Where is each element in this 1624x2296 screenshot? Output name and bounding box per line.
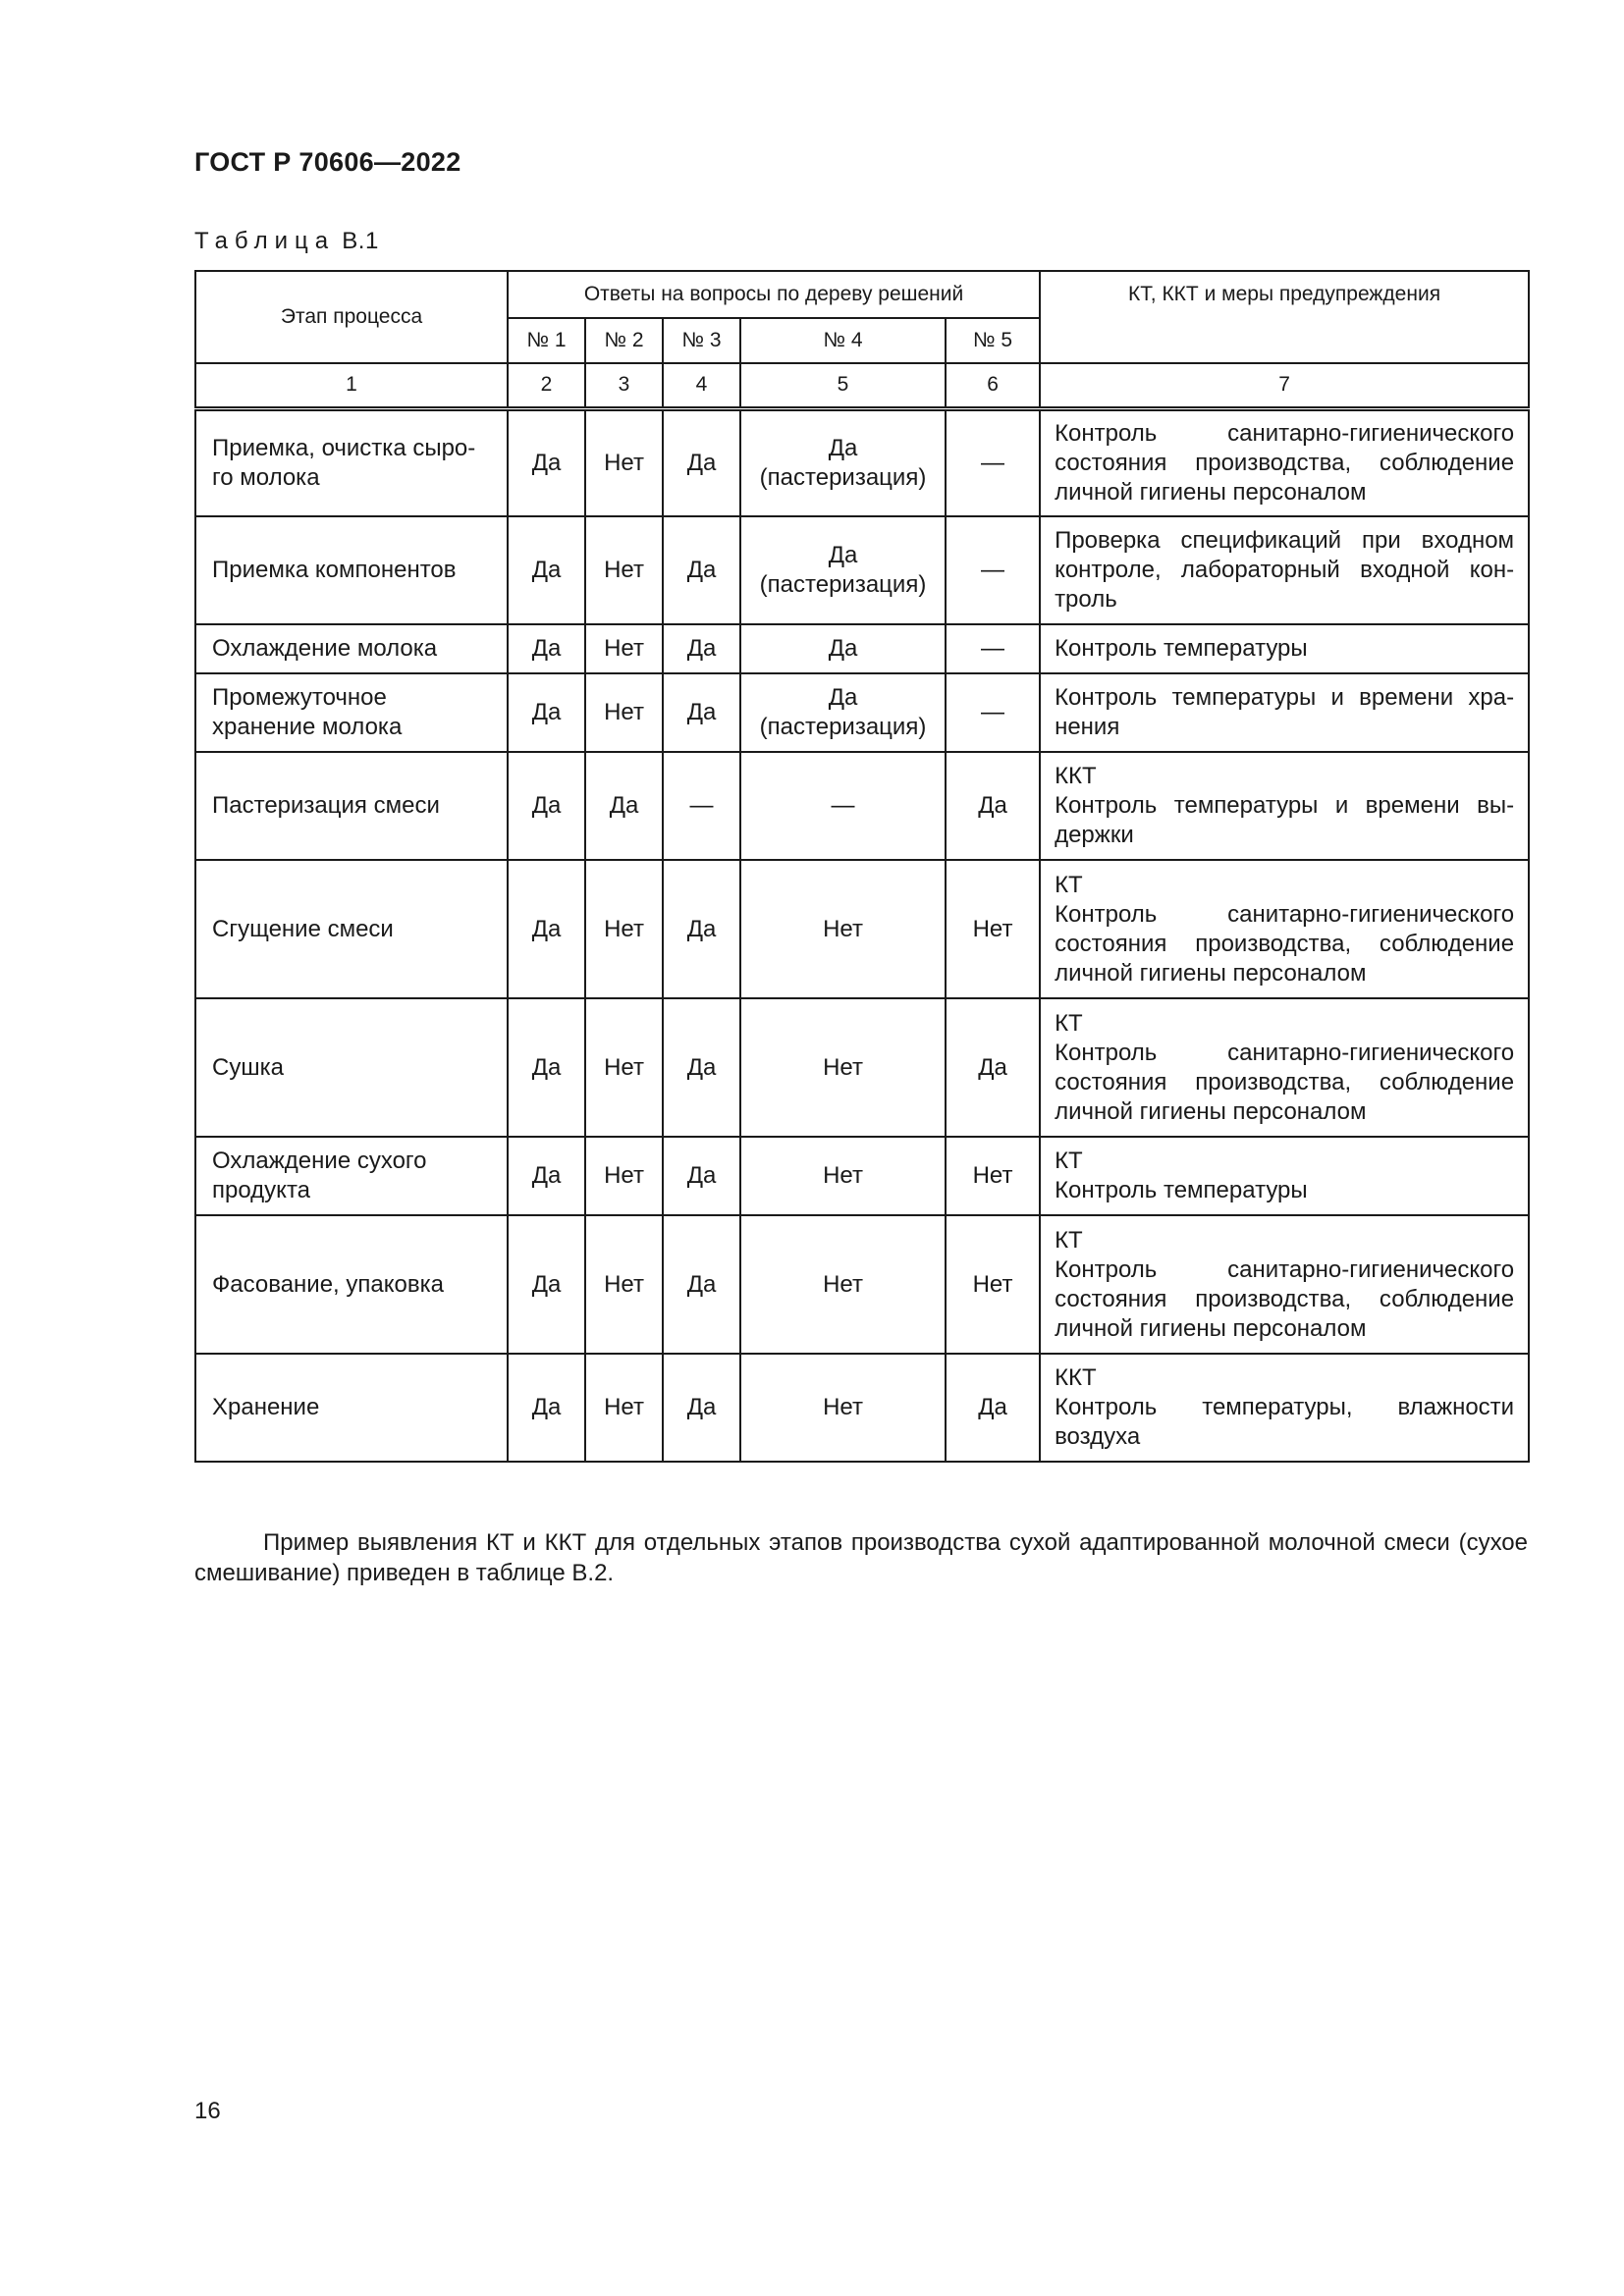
answer-q4-cell-line: (пастеризация) (759, 714, 927, 740)
answer-q3-cell: Да (663, 860, 740, 998)
measure-cell-line: Контроль температуры, влажности (1055, 1394, 1515, 1420)
table-row (195, 1354, 1529, 1462)
measure-cell (1040, 1354, 1529, 1462)
measure-cell (1040, 624, 1529, 673)
measure-cell-line: состояния производства, соблюдение (1055, 449, 1515, 476)
answer-q4-cell (740, 624, 946, 673)
measure-cell-line: состояния производства, соблюдение (1055, 930, 1515, 957)
answer-q4-cell-line: Нет (823, 1394, 863, 1420)
answer-q4-cell-line: Нет (823, 915, 863, 942)
stage-cell (195, 1354, 508, 1462)
table-row (195, 408, 1529, 516)
measure-cell-line: Контроль санитарно-гигиенического (1055, 1039, 1515, 1066)
column-number: 7 (1040, 363, 1529, 408)
answer-q4-cell-line: Нет (823, 1053, 863, 1081)
measure-cell (1040, 860, 1529, 998)
measure-cell (1040, 1215, 1529, 1354)
answer-q5-cell: — (946, 673, 1040, 752)
answer-q1-cell: Да (508, 1354, 585, 1462)
measure-cell-line: Контроль температуры и времени хра- (1055, 684, 1515, 711)
stage-cell-line: Фасование, упаковка (212, 1270, 444, 1298)
answer-q1-cell: Да (508, 516, 585, 624)
column-number: 3 (585, 363, 663, 408)
answer-q1-cell: Да (508, 1137, 585, 1215)
document-id: ГОСТ Р 70606—2022 (194, 147, 461, 177)
answer-q1-cell: Да (508, 408, 585, 516)
stage-cell-line: Пастеризация смеси (212, 792, 440, 819)
answer-q4-cell-line: (пастеризация) (759, 463, 927, 491)
column-number: 4 (663, 363, 740, 408)
answer-q4-cell-line: (пастеризация) (759, 571, 927, 598)
measure-cell-line: КТ (1055, 871, 1083, 898)
answer-q4-cell-line: Да (828, 434, 858, 461)
table-row (195, 998, 1529, 1137)
answer-q3-cell: Да (663, 624, 740, 673)
stage-cell-line: Промежуточное (212, 684, 387, 711)
answer-q4-cell (740, 408, 946, 516)
answer-q4-cell (740, 1354, 946, 1462)
answer-q3-cell: Да (663, 673, 740, 752)
answer-q4-cell (740, 1137, 946, 1215)
answer-q2-cell: Нет (585, 1215, 663, 1354)
measure-cell-line: нения (1055, 714, 1120, 740)
stage-cell-line: Охлаждение молока (212, 635, 438, 662)
stage-cell (195, 1137, 508, 1215)
answer-q2-cell: Да (585, 752, 663, 860)
measure-cell-line: КТ (1055, 1148, 1083, 1174)
answer-q1-cell: Да (508, 673, 585, 752)
measure-cell-line: состояния производства, соблюдение (1055, 1068, 1515, 1095)
measure-cell (1040, 998, 1529, 1137)
answer-q2-cell: Нет (585, 1137, 663, 1215)
stage-cell-line: продукта (212, 1177, 311, 1203)
answer-q4-cell (740, 752, 946, 860)
measure-cell-line: Контроль санитарно-гигиенического (1055, 1255, 1515, 1283)
column-number: 6 (946, 363, 1040, 408)
column-number: 2 (508, 363, 585, 408)
header-question-2: № 2 (585, 318, 663, 363)
header-stage: Этап процесса (195, 271, 508, 363)
measure-cell-line: контроле, лабораторный входной кон- (1055, 557, 1515, 583)
note-text: Пример выявления КТ и ККТ для отдельных этапов производства сухой адаптированной молочной смеси (сухое смешивание) приведен в таблице В.2. (194, 1529, 1528, 1586)
measure-cell-line: КТ (1055, 1009, 1083, 1037)
answer-q2-cell: Нет (585, 860, 663, 998)
answer-q3-cell: Да (663, 516, 740, 624)
answer-q1-cell: Да (508, 624, 585, 673)
measure-cell-line: Контроль температуры (1055, 635, 1308, 662)
answer-q5-cell: Нет (946, 1215, 1040, 1354)
header-question-4: № 4 (740, 318, 946, 363)
answer-q3-cell: Да (663, 1354, 740, 1462)
column-number: 5 (740, 363, 946, 408)
answer-q1-cell: Да (508, 752, 585, 860)
measure-cell-line: воздуха (1055, 1423, 1141, 1450)
answer-q4-cell (740, 516, 946, 624)
table-row (195, 752, 1529, 860)
measure-cell-line: держки (1055, 822, 1134, 848)
header-question-3: № 3 (663, 318, 740, 363)
header-question-5: № 5 (946, 318, 1040, 363)
stage-cell (195, 408, 508, 516)
measure-cell-line: личной гигиены персоналом (1055, 1314, 1367, 1342)
measure-cell-line: личной гигиены персоналом (1055, 1097, 1367, 1125)
stage-cell-line: Сушка (212, 1053, 284, 1081)
table-caption-number: В.1 (342, 228, 379, 254)
measure-cell-line: личной гигиены персоналом (1055, 959, 1367, 987)
measure-cell (1040, 408, 1529, 516)
table-caption (194, 228, 379, 255)
answer-q4-cell-line: Да (828, 684, 858, 711)
measure-cell (1040, 752, 1529, 860)
measure-cell-line: ККТ (1055, 763, 1097, 789)
answer-q5-cell: Да (946, 752, 1040, 860)
answer-q4-cell-line: Да (828, 542, 858, 568)
measure-cell-line: Контроль санитарно-гигиенического (1055, 900, 1515, 928)
answer-q3-cell: — (663, 752, 740, 860)
table-row (195, 1215, 1529, 1354)
measure-cell-line: Контроль санитарно-гигиенического (1055, 419, 1515, 447)
stage-cell-line: Сгущение смеси (212, 915, 394, 942)
answer-q1-cell: Да (508, 998, 585, 1137)
answer-q4-cell (740, 860, 946, 998)
answer-q5-cell: Да (946, 1354, 1040, 1462)
answer-q5-cell: Нет (946, 1137, 1040, 1215)
header-question-1: № 1 (508, 318, 585, 363)
answer-q4-cell-line: Да (828, 635, 858, 662)
table-row (195, 673, 1529, 752)
table-row (195, 516, 1529, 624)
answer-q4-cell-line: Нет (823, 1270, 863, 1298)
measure-cell-line: личной гигиены персоналом (1055, 478, 1367, 506)
measure-cell-line: троль (1055, 586, 1117, 613)
answer-q5-cell: — (946, 408, 1040, 516)
table-caption-word: Таблица (194, 228, 336, 254)
answer-q2-cell: Нет (585, 408, 663, 516)
table-row (195, 860, 1529, 998)
measure-cell (1040, 516, 1529, 624)
answer-q5-cell: — (946, 516, 1040, 624)
measure-cell-line: Проверка спецификаций при входном (1055, 527, 1515, 554)
stage-cell (195, 624, 508, 673)
answer-q3-cell: Да (663, 408, 740, 516)
measure-cell-line: КТ (1055, 1226, 1083, 1254)
answer-q2-cell: Нет (585, 516, 663, 624)
header-answers: Ответы на вопросы по дереву решений (508, 271, 1040, 318)
stage-cell-line: хранение молока (212, 714, 403, 740)
answer-q4-cell (740, 673, 946, 752)
stage-cell (195, 998, 508, 1137)
answer-q2-cell: Нет (585, 998, 663, 1137)
answer-q4-cell (740, 998, 946, 1137)
measure-cell-line: Контроль температуры и времени вы- (1055, 792, 1515, 819)
stage-cell (195, 516, 508, 624)
stage-cell-line: Охлаждение сухого (212, 1148, 427, 1174)
answer-q5-cell: Нет (946, 860, 1040, 998)
answer-q4-cell (740, 1215, 946, 1354)
note-paragraph (194, 1527, 1528, 1588)
measure-cell (1040, 1137, 1529, 1215)
page-number: 16 (194, 2098, 221, 2124)
measure-cell-line: состояния производства, соблюдение (1055, 1285, 1515, 1312)
stage-cell-line: Приемка, очистка сыро- (212, 434, 476, 461)
table-row (195, 1137, 1529, 1215)
answer-q2-cell: Нет (585, 624, 663, 673)
answer-q3-cell: Да (663, 998, 740, 1137)
answer-q3-cell: Да (663, 1137, 740, 1215)
answer-q1-cell: Да (508, 860, 585, 998)
answer-q2-cell: Нет (585, 673, 663, 752)
answer-q4-cell-line: — (831, 792, 855, 819)
stage-cell-line: го молока (212, 463, 320, 491)
answer-q5-cell: — (946, 624, 1040, 673)
column-number: 1 (195, 363, 508, 408)
measure-cell-line: Контроль температуры (1055, 1177, 1308, 1203)
table-row (195, 624, 1529, 673)
answer-q2-cell: Нет (585, 1354, 663, 1462)
answer-q5-cell: Да (946, 998, 1040, 1137)
measure-cell (1040, 673, 1529, 752)
stage-cell-line: Приемка компонентов (212, 557, 457, 583)
stage-cell (195, 752, 508, 860)
answer-q1-cell: Да (508, 1215, 585, 1354)
stage-cell (195, 860, 508, 998)
answer-q4-cell-line: Нет (823, 1162, 863, 1189)
hazard-table (194, 270, 1530, 1463)
stage-cell-line: Хранение (212, 1394, 320, 1420)
measure-cell-line: ККТ (1055, 1364, 1097, 1391)
stage-cell (195, 1215, 508, 1354)
answer-q3-cell: Да (663, 1215, 740, 1354)
header-measures: КТ, ККТ и меры предупреждения (1040, 271, 1529, 363)
stage-cell (195, 673, 508, 752)
